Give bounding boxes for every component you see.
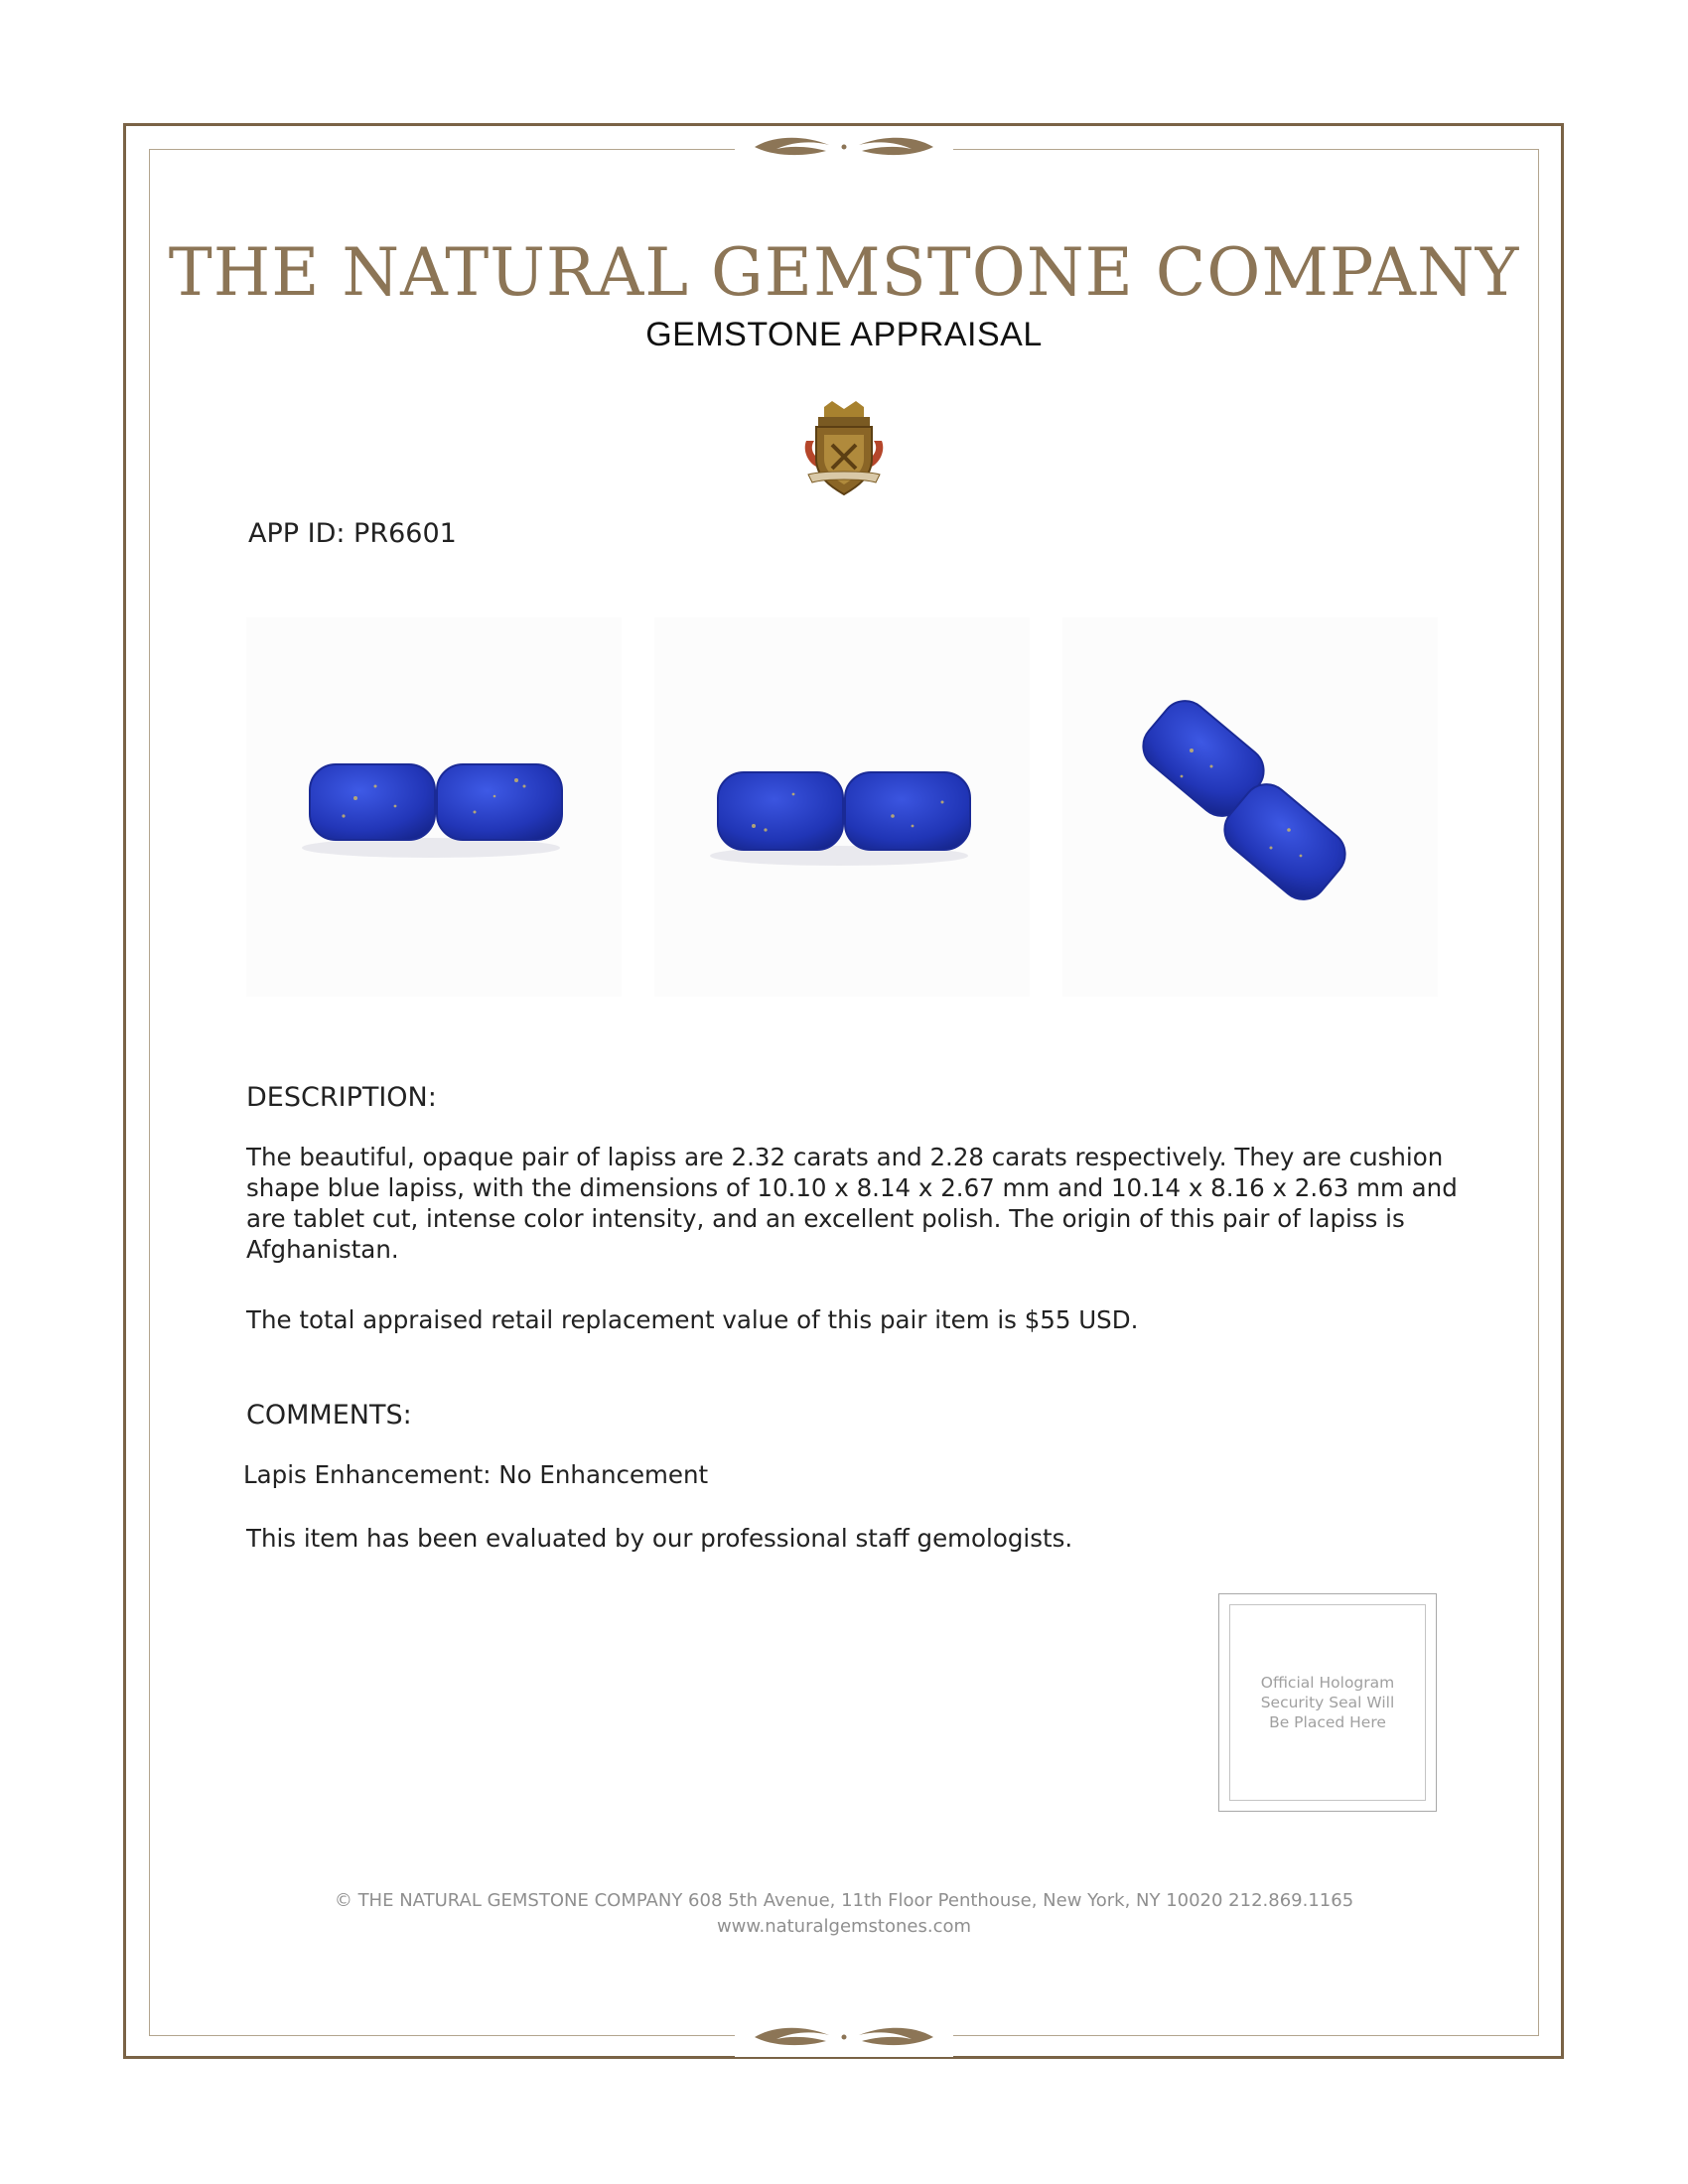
company-name: THE NATURAL GEMSTONE COMPANY [168,234,1520,311]
evaluation-note: This item has been evaluated by our professional staff gemologists. [246,1524,1073,1553]
top-flourish-ornament-icon [735,127,953,167]
appraisal-id: APP ID: PR6601 [248,518,457,549]
comments-heading: COMMENTS: [246,1400,412,1431]
enhancement-note: Lapis Enhancement: No Enhancement [243,1460,709,1489]
gem-photo-angled [1062,617,1438,997]
appraised-value: The total appraised retail replacement value of this pair item is $55 USD. [246,1305,1139,1334]
hologram-seal-placeholder: Official Hologram Security Seal Will Be Placed Here [1260,1674,1395,1731]
gem-photo-side [654,617,1030,997]
gemstone-photo-gallery [246,617,1438,997]
bottom-flourish-ornament-icon [735,2017,953,2057]
hologram-seal-inner [1229,1604,1426,1801]
footer-website: www.naturalgemstones.com [716,1916,972,1937]
footer-address: © THE NATURAL GEMSTONE COMPANY 608 5th Avenue, 11th Floor Penthouse, New York, NY 10020 212.869.1165 [334,1890,1354,1911]
description-text: The beautiful, opaque pair of lapiss are 2.32 carats and 2.28 carats respectively. They are cushion shape blue lapiss, with the dimensions of 10.10 x 8.14 x 2.67 mm and 10.14 x 8.16 x 2.63 mm and are tablet cut, intense color intensity, and an excellent polish. The origin of this pair of lapiss is Afghanistan. [246,1143,1458,1264]
gem-photo-front-tilted [246,617,622,997]
description-heading: DESCRIPTION: [246,1082,437,1113]
heraldic-crest-icon [802,401,886,496]
document-type: GEMSTONE APPRAISAL [645,316,1043,353]
hologram-seal-box [1218,1593,1437,1812]
